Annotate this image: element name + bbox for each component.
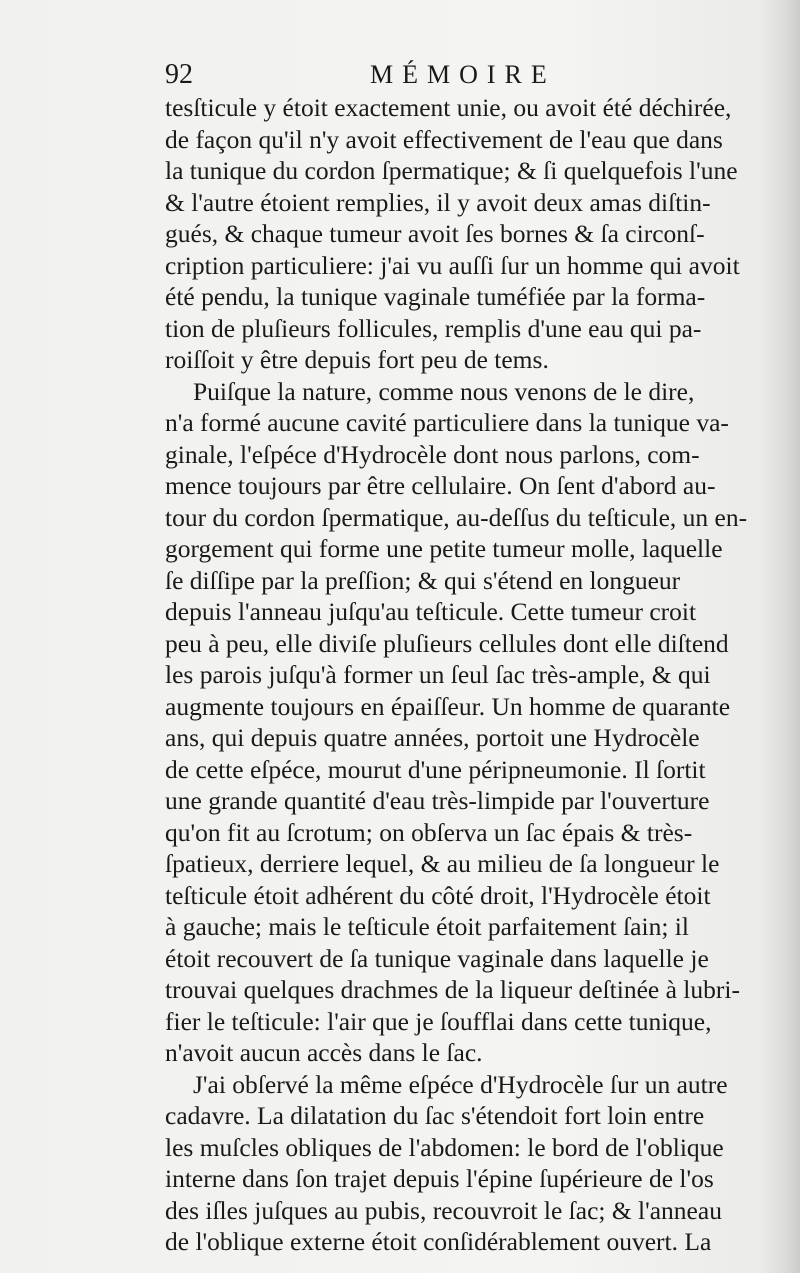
text-line: ſe diſſipe par la preſſion; & qui s'étend en longueur bbox=[165, 565, 681, 595]
text-line: trouvai quelques drachmes de la liqueur deſtinée à lubri- bbox=[165, 975, 740, 1004]
text-line: de façon qu'il n'y avoit effectivement de l'eau que dans bbox=[165, 124, 723, 154]
text-line: étoit recouvert de ſa tunique vaginale dans laquelle je bbox=[165, 943, 709, 973]
text-line: & l'autre étoient remplies, il y avoit deux amas diſtin- bbox=[165, 187, 711, 217]
text-line: teſticule étoit adhérent du côté droit, l'Hydrocèle étoit bbox=[165, 880, 711, 910]
text-line: à gauche; mais le teſticule étoit parfaitement ſain; il bbox=[165, 912, 689, 941]
text-line: fier le teſticule: l'air que je ſoufflai dans cette tunique, bbox=[165, 1006, 712, 1036]
text-line: roiſſoit y être depuis fort peu de tems. bbox=[165, 345, 549, 374]
text-line: gorgement qui forme une petite tumeur molle, laquelle bbox=[165, 534, 723, 563]
text-line: une grande quantité d'eau très-limpide par l'ouverture bbox=[165, 786, 710, 815]
text-line: la tunique du cordon ſpermatique; & ſi quelquefois l'une bbox=[165, 156, 738, 185]
text-line: été pendu, la tunique vaginale tuméfiée par la forma- bbox=[165, 282, 706, 311]
page-number: 92 bbox=[165, 59, 193, 90]
text-line: de l'oblique externe étoit conſidérablement ouvert. La bbox=[165, 1227, 712, 1256]
text-line: qu'on fit au ſcrotum; on obſerva un ſac épais & très- bbox=[165, 817, 693, 847]
text-line: des iſles juſques au pubis, recouvroit le ſac; & l'anneau bbox=[165, 1195, 722, 1225]
paragraph-first-line: J'ai obſervé la même eſpéce d'Hydrocèle ſur un autre bbox=[193, 1069, 728, 1099]
text-line: interne dans ſon trajet depuis l'épine ſupérieure de l'os bbox=[165, 1164, 714, 1193]
text-line: n'a formé aucune cavité particuliere dans la tunique va- bbox=[165, 408, 729, 437]
text-line: depuis l'anneau juſqu'au teſticule. Cette tumeur croit bbox=[165, 597, 697, 626]
running-title: MÉMOIRE bbox=[370, 60, 556, 89]
text-line: tesſticule y étoit exactement unie, ou avoit été déchirée, bbox=[165, 93, 732, 122]
text-line: cadavre. La dilatation du ſac s'étendoit fort loin entre bbox=[165, 1101, 705, 1130]
page-header bbox=[165, 60, 765, 90]
text-line: de cette eſpéce, mourut d'une péripneumonie. Il ſortit bbox=[165, 754, 706, 784]
text-line: mence toujours par être cellulaire. On ſent d'abord au- bbox=[165, 471, 716, 500]
text-line: les parois juſqu'à former un ſeul ſac très-ample, & qui bbox=[165, 660, 711, 689]
paragraph-first-line: Puiſque la nature, comme nous venons de le dire, bbox=[193, 376, 695, 406]
text-line: peu à peu, elle diviſe pluſieurs cellules dont elle diſtend bbox=[165, 628, 729, 658]
text-line: ginale, l'eſpéce d'Hydrocèle dont nous parlons, com- bbox=[165, 439, 700, 469]
text-line: ſpatieux, derriere lequel, & au milieu de ſa longueur le bbox=[165, 849, 720, 878]
text-line: gués, & chaque tumeur avoit ſes bornes & ſa circonſ- bbox=[165, 219, 705, 248]
text-line: tion de pluſieurs follicules, remplis d'une eau qui pa- bbox=[165, 313, 702, 343]
text-line: tour du cordon ſpermatique, au-deſſus du teſticule, un en- bbox=[165, 502, 748, 532]
text-line: cription particuliere: j'ai vu auſſi ſur un homme qui avoit bbox=[165, 250, 740, 280]
text-line: les muſcles obliques de l'abdomen: le bord de l'oblique bbox=[165, 1132, 724, 1162]
text-line: n'avoit aucun accès dans le ſac. bbox=[165, 1038, 483, 1067]
text-line: ans, qui depuis quatre années, portoit une Hydrocèle bbox=[165, 723, 700, 752]
text-line: augmente toujours en épaiſſeur. Un homme de quarante bbox=[165, 691, 731, 721]
body-text bbox=[165, 92, 769, 1258]
